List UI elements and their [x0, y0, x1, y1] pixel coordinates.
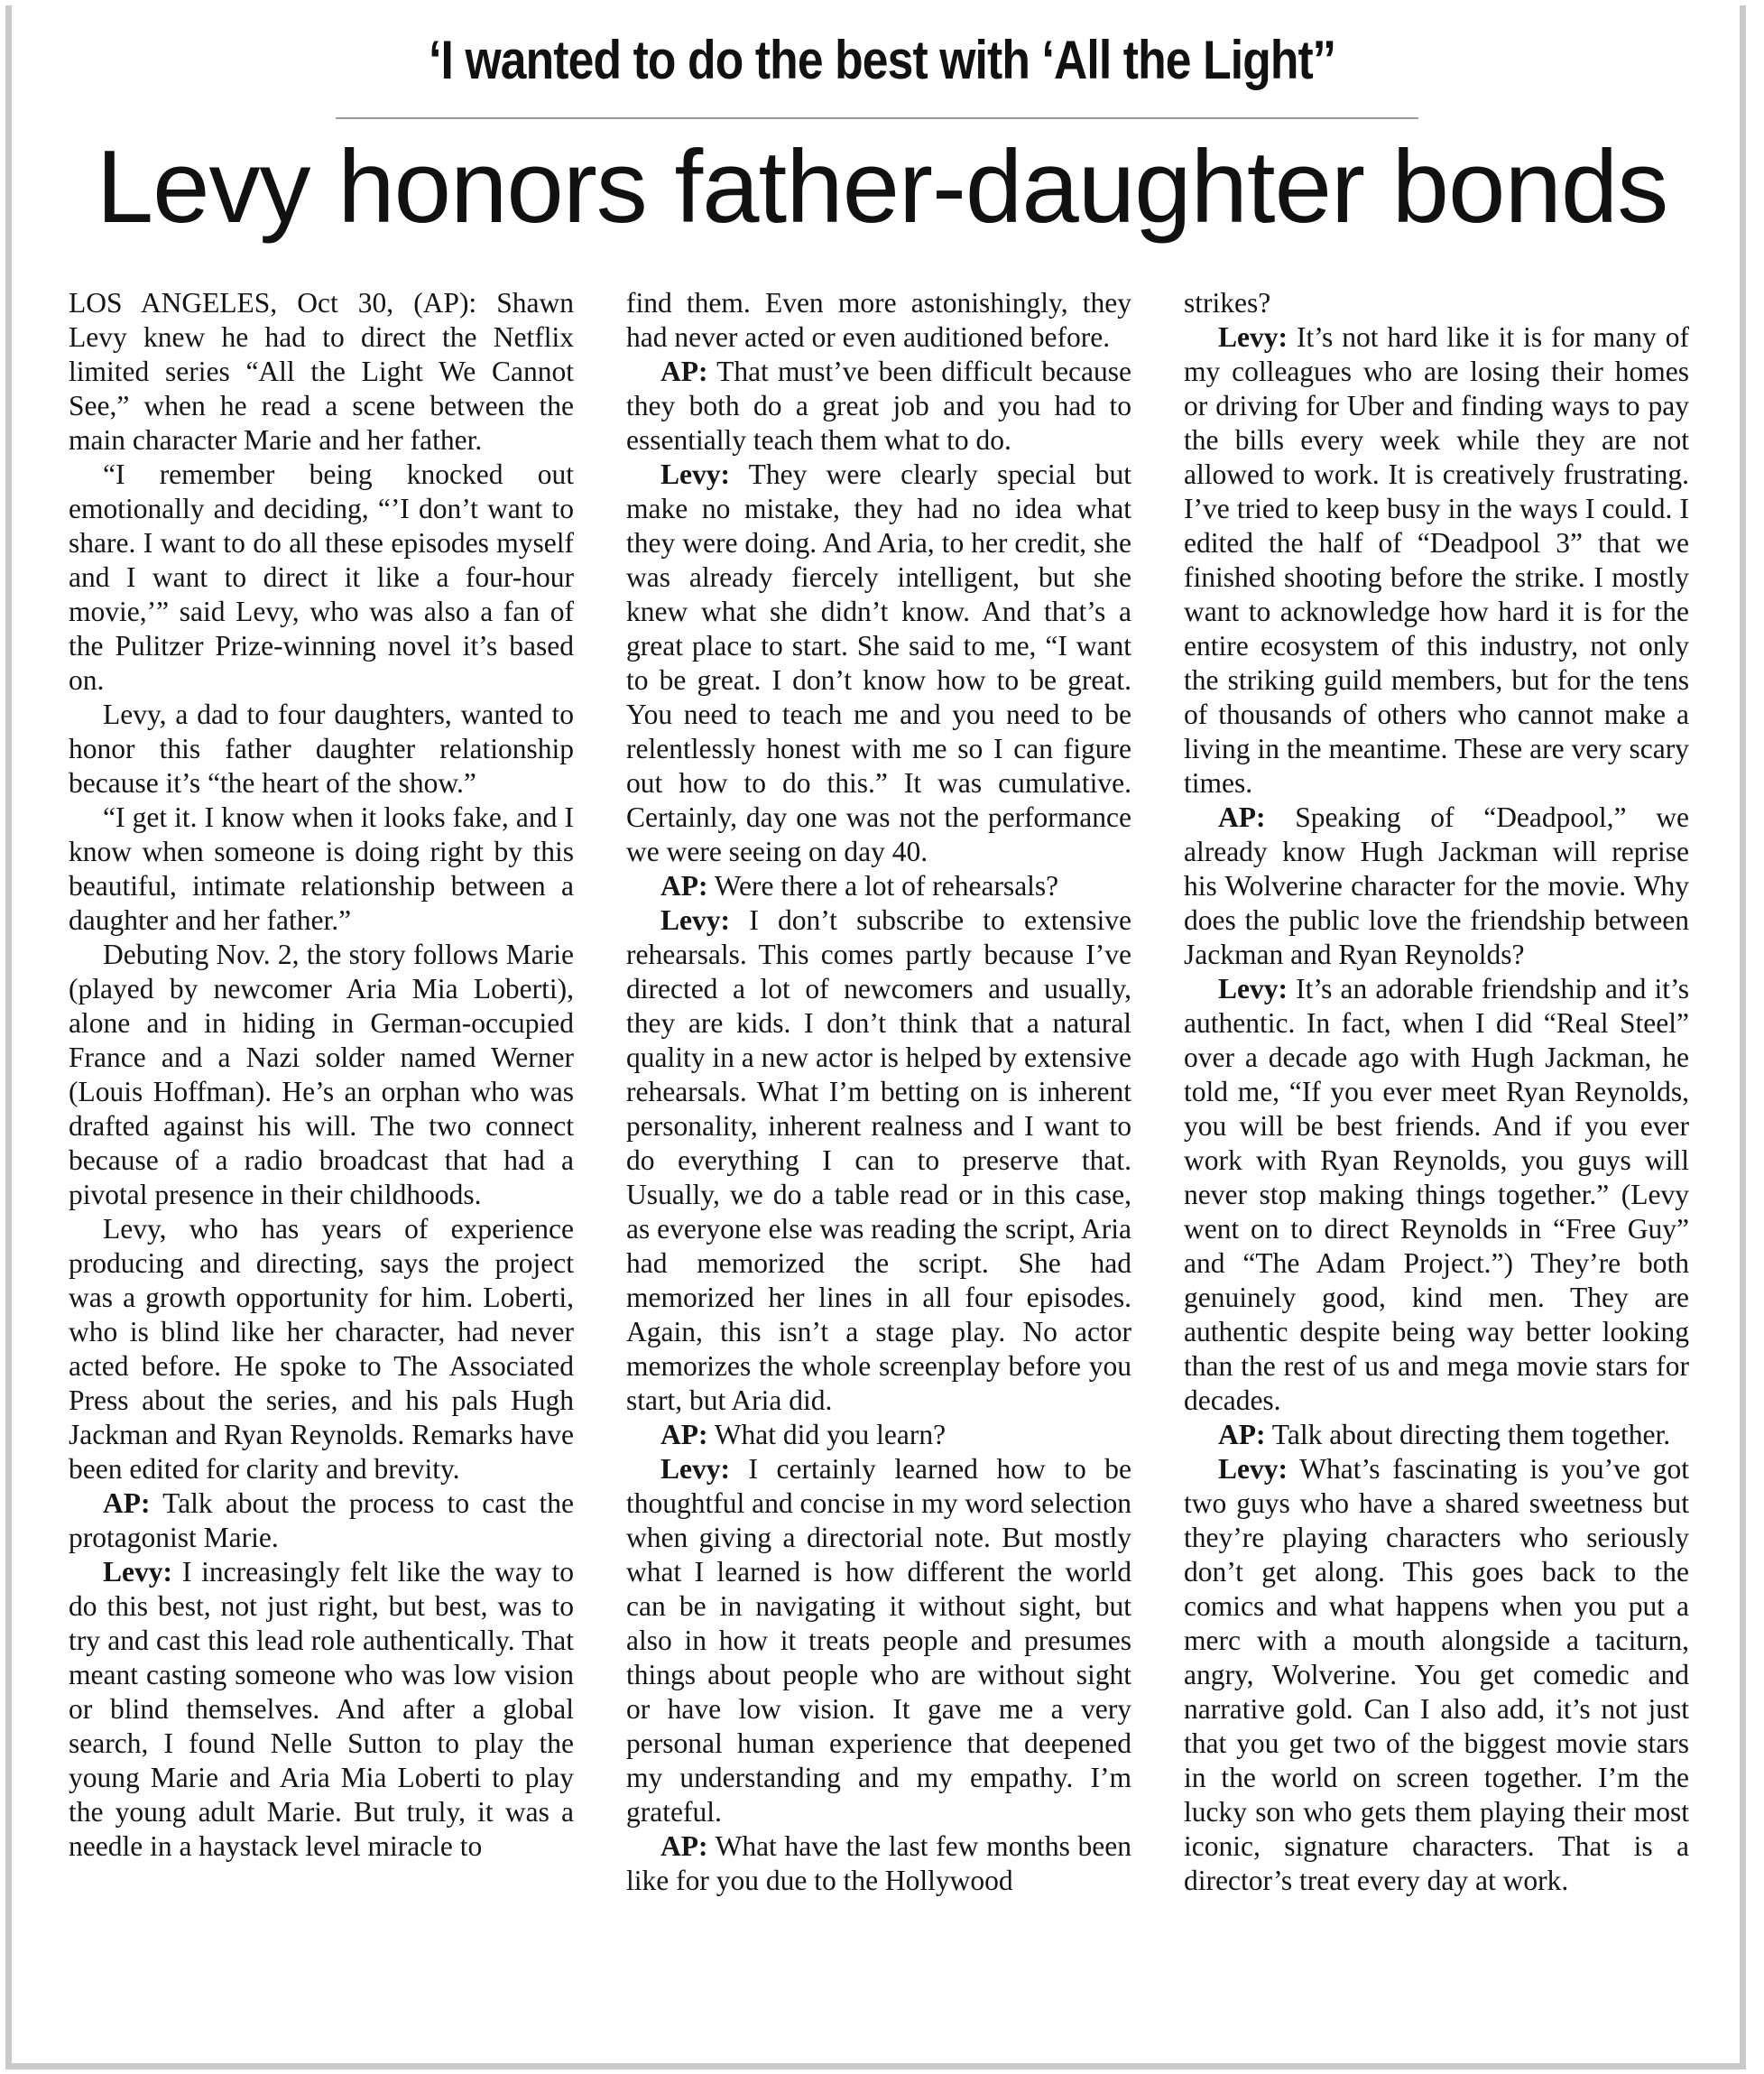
paragraph-text: I increasingly felt like the way to do this best, not just right, but best, was to try and cast this lead role authentically. That meant casting someone who was low vision or blind themselves. And after a global search, I found Nelle Sutton to play the young Marie and Aria Mia Loberti to play the young adult Marie. But truly, it was a needle in a haystack level miracle to [69, 1556, 574, 1862]
speaker-label: Levy: [1218, 1453, 1288, 1485]
paragraph-text: What have the last few months been like for you due to the Hollywood [626, 1830, 1131, 1896]
article-column-1 [69, 286, 574, 1864]
speaker-label: AP: [660, 356, 708, 387]
paragraph-text: Levy, a dad to four daughters, wanted to honor this father daughter relationship because it’s “the heart of the show.” [69, 699, 574, 799]
paragraph-text: Were there a lot of rehearsals? [714, 870, 1059, 902]
speaker-label: AP: [660, 1830, 708, 1862]
kicker-headline: ‘I wanted to do the best with ‘All the Light’’ [429, 30, 1335, 90]
article-paragraph [626, 869, 1131, 903]
article-column-3 [1184, 286, 1689, 1898]
article-paragraph [1184, 972, 1689, 1418]
speaker-label: AP: [660, 870, 708, 902]
article-paragraph [626, 355, 1131, 458]
article-paragraph [69, 698, 574, 801]
speaker-label: AP: [1218, 1419, 1266, 1450]
paragraph-text: It’s not hard like it is for many of my colleagues who are losing their homes or driving for Uber and finding ways to pay the bills every week while they are not allowed to work. It is creatively frustrating. I’ve tried to keep busy in the ways I could. I edited the half of “Deadpool 3” that we finished shooting before the strike. I mostly want to acknowledge how hard it is for the entire ecosystem of this industry, not only the striking guild members, but for the tens of thousands of others who cannot make a living in the meantime. These are very scary times. [1184, 321, 1689, 799]
paragraph-text: What’s fascinating is you’ve got two guys who have a shared sweetness but they’re playing characters who seriously don’t get along. This goes back to the comics and what happens when you put a merc with a mouth alongside a taciturn, angry, Wolverine. You get comedic and narrative gold. Can I also add, it’s not just that you get two of the biggest movie stars in the world on screen together. I’m the lucky son who gets them playing their most iconic, signature characters. That is a director’s treat every day at work. [1184, 1453, 1690, 1896]
article-paragraph [626, 286, 1131, 355]
article-paragraph [626, 903, 1131, 1418]
paragraph-text: I certainly learned how to be thoughtful and concise in my word selection when giving a directorial note. But mostly what I learned is how different the world can be in navigating it without sight, but also in how it treats people and presumes things about people who are without sight or have low vision. It gave me a very personal human experience that deepened my understanding and my empathy. I’m grateful. [626, 1453, 1131, 1828]
article-paragraph [626, 1452, 1131, 1829]
paragraph-text: find them. Even more astonishingly, they had never acted or even auditioned before. [626, 287, 1131, 353]
article-paragraph [69, 1486, 574, 1555]
article-paragraph [626, 458, 1131, 869]
article-column-2 [626, 286, 1131, 1898]
paragraph-text: Debuting Nov. 2, the story follows Marie (played by newcomer Aria Mia Loberti), alone and in hiding in German-occupied France and a Nazi solder named Werner (Louis Hoffman). He’s an orphan who was drafted against his will. The two connect because of a radio broadcast that had a pivotal presence in their childhoods. [69, 939, 574, 1210]
speaker-label: AP: [660, 1419, 708, 1450]
article-paragraph [626, 1418, 1131, 1452]
main-headline: Levy honors father-daughter bonds [96, 130, 1668, 245]
kicker-divider [336, 117, 1418, 119]
article-paragraph [69, 1212, 574, 1486]
paragraph-text: I don’t subscribe to extensive rehearsals. This comes partly because I’ve directed a lot of newcomers and usually, they are kids. I don’t think that a natural quality in a new actor is helped by extensive rehearsals. What I’m betting on is inherent personality, inherent realness and I want to do everything I can to preserve that. Usually, we do a table read or in this case, as everyone else was reading the script, Aria had memorized the script. She had memorized her lines in all four episodes. Again, this isn’t a stage play. No actor memorizes the whole screenplay before you start, but Aria did. [626, 904, 1131, 1416]
speaker-label: Levy: [660, 1453, 730, 1485]
article-paragraph [69, 1555, 574, 1864]
speaker-label: Levy: [660, 904, 730, 936]
article-paragraph [1184, 1418, 1689, 1452]
paragraph-text: “I get it. I know when it looks fake, and I know when someone is doing right by this beautiful, intimate relationship between a daughter and her father.” [69, 801, 574, 936]
article-paragraph [69, 458, 574, 698]
article-paragraph [69, 938, 574, 1212]
paragraph-text: strikes? [1184, 287, 1271, 319]
article-paragraph [1184, 1452, 1689, 1898]
paragraph-text: They were clearly special but make no mistake, they had no idea what they were doing. And Aria, to her credit, she was already fiercely intelligent, but she knew what she didn’t know. And that’s a great place to start. She said to me, “I want to be great. I don’t know how to be great. You need to teach me and you need to be relentlessly honest with me so I can figure out how to do this.” It was cumulative. Certainly, day one was not the performance we were seeing on day 40. [626, 458, 1131, 867]
speaker-label: Levy: [1218, 973, 1288, 1005]
paragraph-text: It’s an adorable friendship and it’s authentic. In fact, when I did “Real Steel” over a decade ago with Hugh Jackman, he told me, “If you ever meet Ryan Reynolds, you will be best friends. And if you ever work with Ryan Reynolds, you guys will never stop making things together.” (Levy went on to direct Reynolds in “Free Guy” and “The Adam Project.”) They’re both genuinely good, kind men. They are authentic despite being way better looking than the rest of us and mega movie stars for decades. [1184, 973, 1690, 1416]
paragraph-text: That must’ve been difficult because they both do a great job and you had to essentially teach them what to do. [626, 356, 1131, 456]
paragraph-text: Talk about the process to cast the protagonist Marie. [69, 1487, 574, 1553]
article-paragraph [1184, 286, 1689, 320]
article-paragraph [69, 286, 574, 458]
speaker-label: AP: [1218, 801, 1266, 833]
speaker-label: AP: [103, 1487, 151, 1519]
paragraph-text: Levy, who has years of experience producing and directing, says the project was a growth opportunity for him. Loberti, who is blind like her character, had never acted before. He spoke to The Associated Press about the series, and his pals Hugh Jackman and Ryan Reynolds. Remarks have been edited for clarity and brevity. [69, 1213, 574, 1485]
speaker-label: Levy: [103, 1556, 172, 1588]
paragraph-text: LOS ANGELES, Oct 30, (AP): Shawn Levy knew he had to direct the Netflix limited series “All the Light We Cannot See,” when he read a scene between the main character Marie and her father. [69, 287, 574, 456]
article-paragraph [626, 1829, 1131, 1898]
article-paragraph [1184, 801, 1689, 972]
speaker-label: Levy: [660, 458, 730, 490]
article-paragraph [1184, 320, 1689, 801]
paragraph-text: What did you learn? [714, 1419, 947, 1450]
paragraph-text: Speaking of “Deadpool,” we already know Hugh Jackman will reprise his Wolverine character for the movie. Why does the public love the friendship between Jackman and Ryan Reynolds? [1184, 801, 1689, 970]
article-paragraph [69, 801, 574, 938]
paragraph-text: “I remember being knocked out emotionally and deciding, “’I don’t want to share. I want to do all these episodes myself and I want to direct it like a four-hour movie,’” said Levy, who was also a fan of the Pulitzer Prize-winning novel it’s based on. [69, 458, 574, 696]
paragraph-text: Talk about directing them together. [1271, 1419, 1671, 1450]
speaker-label: Levy: [1218, 321, 1288, 353]
